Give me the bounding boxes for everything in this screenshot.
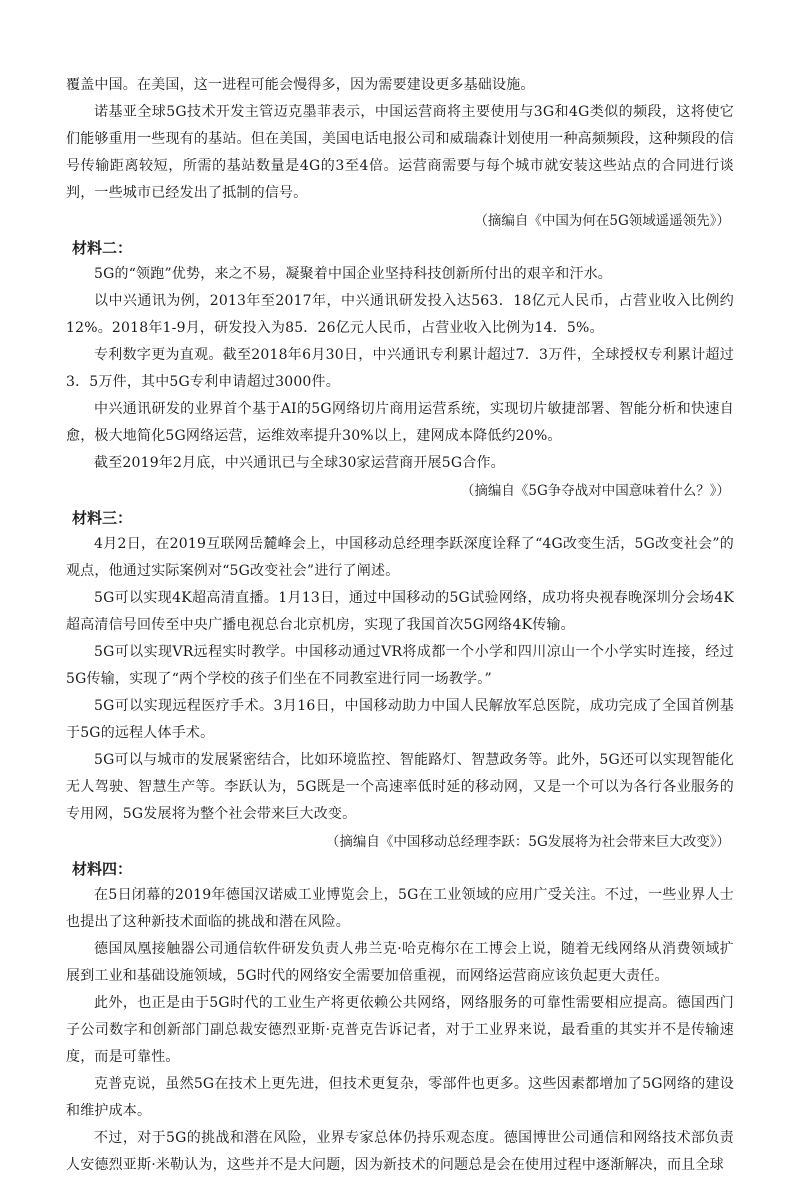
paragraph: 5G可以实现VR远程实时教学。中国移动通过VR将成都一个小学和四川凉山一个小学实时连接，经过5G传输，实现了“两个学校的孩子们坐在不同教室进行同一场教学。” <box>66 644 734 687</box>
paragraph: 在5日闭幕的2019年德国汉诺威工业博览会上，5G在工业领域的应用广受关注。不过，一些业界人士也提出了这种新技术面临的挑战和潜在风险。 <box>66 887 734 930</box>
paragraph: 覆盖中国。在美国，这一进程可能会慢得多，因为需要建设更多基础设施。 <box>66 77 535 93</box>
section-heading: 材料四： <box>72 860 133 878</box>
source-citation: （摘编自《中国移动总经理李跃：5G发展将为社会带来巨大改变》） <box>325 834 730 850</box>
paragraph: 5G可以实现4K超高清直播。1月13日，通过中国移动的5G试验网络，成功将央视春晚深圳分会场4K超高清信号回传至中央广播电视总台北京机房，实现了我国首次5G网络4K传输。 <box>66 590 734 633</box>
paragraph: 诺基亚全球5G技术开发主管迈克墨菲表示，中国运营商将主要使用与3G和4G类似的频段，这将使它们能够重用一些现有的基站。但在美国，美国电话电报公司和威瑞森计划使用一种高频频段，这种频段的信号传输距离较短，所需的基站数量是4G的3至4倍。运营商需要与每个城市就安装这些站点的合同进行谈判，一些城市已经发出了抵制的信号。 <box>66 104 734 201</box>
paragraph: 截至2019年2月底，中兴通讯已与全球30家运营商开展5G合作。 <box>94 455 505 471</box>
paragraph: 以中兴通讯为例，2013年至2017年，中兴通讯研发投入达563．18亿元人民币，占营业收入比例约12%。2018年1-9月，研发投入为85．26亿元人民币，占营业收入比例为14．5%。 <box>66 293 734 336</box>
paragraph: 5G的“领跑”优势，来之不易，凝聚着中国企业坚持科技创新所付出的艰辛和汗水。 <box>94 266 613 282</box>
paragraph: 5G可以实现远程医疗手术。3月16日，中国移动助力中国人民解放军总医院，成功完成了全国首例基于5G的远程人体手术。 <box>66 698 734 741</box>
paragraph: 中兴通讯研发的业界首个基于AI的5G网络切片商用运营系统，实现切片敏捷部署、智能分析和快速自愈，极大地简化5G网络运营，运维效率提升30%以上，建网成本降低约20%。 <box>66 401 734 444</box>
section-heading: 材料三： <box>72 509 133 527</box>
section-heading: 材料二： <box>72 239 133 257</box>
paragraph: 5G可以与城市的发展紧密结合，比如环境监控、智能路灯、智慧政务等。此外，5G还可以实现智能化无人驾驶、智慧生产等。李跃认为，5G既是一个高速率低时延的移动网，又是一个可以为各行各业服务的专用网，5G发展将为整个社会带来巨大改变。 <box>66 752 734 822</box>
paragraph: 4月2日，在2019互联网岳麓峰会上，中国移动总经理李跃深度诠释了“4G改变生活，5G改变社会”的观点，他通过实际案例对“5G改变社会”进行了阐述。 <box>66 536 734 579</box>
paragraph: 不过，对于5G的挑战和潜在风险，业界专家总体仍持乐观态度。德国博世公司通信和网络技术部负责人安德烈亚斯·米勒认为，这些并不是大问题，因为新技术的问题总是会在使用过程中逐渐解决，而且全球 <box>66 1130 734 1173</box>
document-body <box>66 72 734 1179</box>
paragraph: 克普克说，虽然5G在技术上更先进，但技术更复杂，零部件也更多。这些因素都增加了5G网络的建设和维护成本。 <box>66 1076 734 1119</box>
paragraph: 此外，也正是由于5G时代的工业生产将更依赖公共网络，网络服务的可靠性需要相应提高。德国西门子公司数字和创新部门副总裁安德烈亚斯·克普克告诉记者，对于工业界来说，最看重的其实并不是传输速度，而是可靠性。 <box>66 995 734 1065</box>
source-citation: （摘编自《中国为何在5G领域遥遥领先》） <box>474 213 730 229</box>
paragraph: 德国凤凰接触器公司通信软件研发负责人弗兰克·哈克梅尔在工博会上说，随着无线网络从消费领域扩展到工业和基础设施领域，5G时代的网络安全需要加倍重视，而网络运营商应该负起更大责任。 <box>66 941 734 984</box>
paragraph: 专利数字更为直观。截至2018年6月30日，中兴通讯专利累计超过7．3万件，全球授权专利累计超过3．5万件，其中5G专利申请超过3000件。 <box>66 347 734 390</box>
source-citation: （摘编自《5G争夺战对中国意味着什么？》） <box>460 483 730 499</box>
